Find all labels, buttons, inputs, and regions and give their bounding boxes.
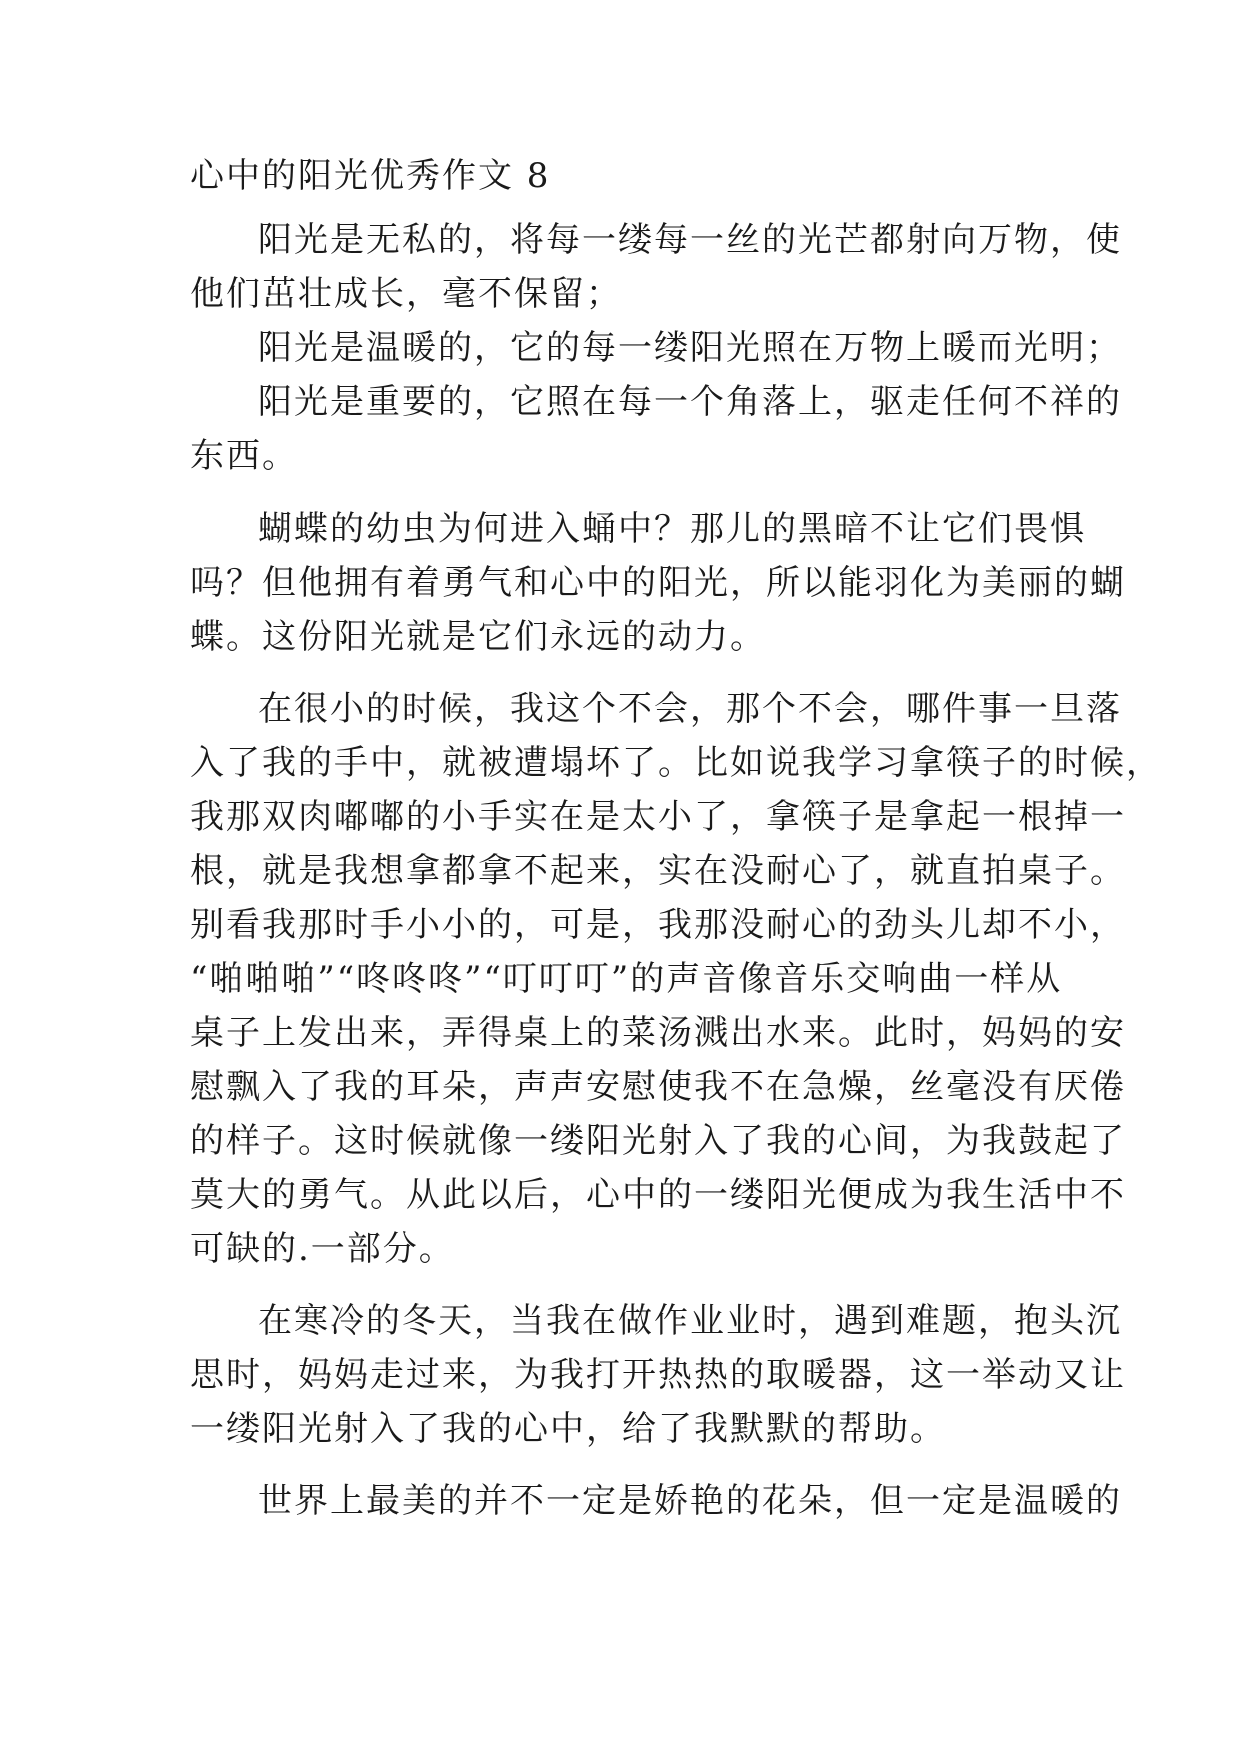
text-line: 蝶。这份阳光就是它们永远的动力。: [190, 617, 766, 657]
text-line: 在寒冷的冬天，当我在做作业业时，遇到难题，抱头沉: [258, 1301, 1122, 1341]
text-line: 莫大的勇气。从此以后，心中的一缕阳光便成为我生活中不: [190, 1175, 1126, 1215]
essay-title: 心中的阳光优秀作文 8: [190, 156, 551, 196]
text-line: 我那双肉嘟嘟的小手实在是太小了，拿筷子是拿起一根掉一: [190, 797, 1126, 837]
text-line: 别看我那时手小小的，可是，我那没耐心的劲头儿却不小，: [190, 905, 1126, 945]
text-line: 可缺的.一部分。: [190, 1229, 455, 1269]
text-line: 慰飘入了我的耳朵，声声安慰使我不在急燥，丝毫没有厌倦: [190, 1067, 1126, 1107]
text-line: 世界上最美的并不一定是娇艳的花朵，但一定是温暖的: [258, 1481, 1122, 1521]
text-line: 在很小的时候，我这个不会，那个不会，哪件事一旦落: [258, 689, 1122, 729]
text-line: 阳光是无私的，将每一缕每一丝的光芒都射向万物，使: [258, 220, 1122, 260]
text-line: 东西。: [190, 436, 298, 476]
text-line: 一缕阳光射入了我的心中，给了我默默的帮助。: [190, 1409, 946, 1449]
text-line: 思时，妈妈走过来，为我打开热热的取暖器，这一举动又让: [190, 1355, 1126, 1395]
text-line: 入了我的手中，就被遭塌坏了。比如说我学习拿筷子的时候，: [190, 743, 1162, 783]
text-line: 他们茁壮成长，毫不保留；: [190, 274, 622, 314]
text-line: 吗？但他拥有着勇气和心中的阳光，所以能羽化为美丽的蝴: [190, 563, 1126, 603]
text-line: 根，就是我想拿都拿不起来，实在没耐心了，就直拍桌子。: [190, 851, 1126, 891]
text-line: 蝴蝶的幼虫为何进入蛹中？那儿的黑暗不让它们畏惧: [258, 509, 1086, 549]
text-line: 的样子。这时候就像一缕阳光射入了我的心间，为我鼓起了: [190, 1121, 1126, 1161]
text-line: 阳光是温暖的，它的每一缕阳光照在万物上暖而光明；: [258, 328, 1122, 368]
text-line: 桌子上发出来，弄得桌上的菜汤溅出水来。此时，妈妈的安: [190, 1013, 1126, 1053]
text-line: 阳光是重要的，它照在每一个角落上，驱走任何不祥的: [258, 382, 1122, 422]
text-line: “啪啪啪”“咚咚咚”“叮叮叮”的声音像音乐交响曲一样从: [190, 959, 1063, 999]
